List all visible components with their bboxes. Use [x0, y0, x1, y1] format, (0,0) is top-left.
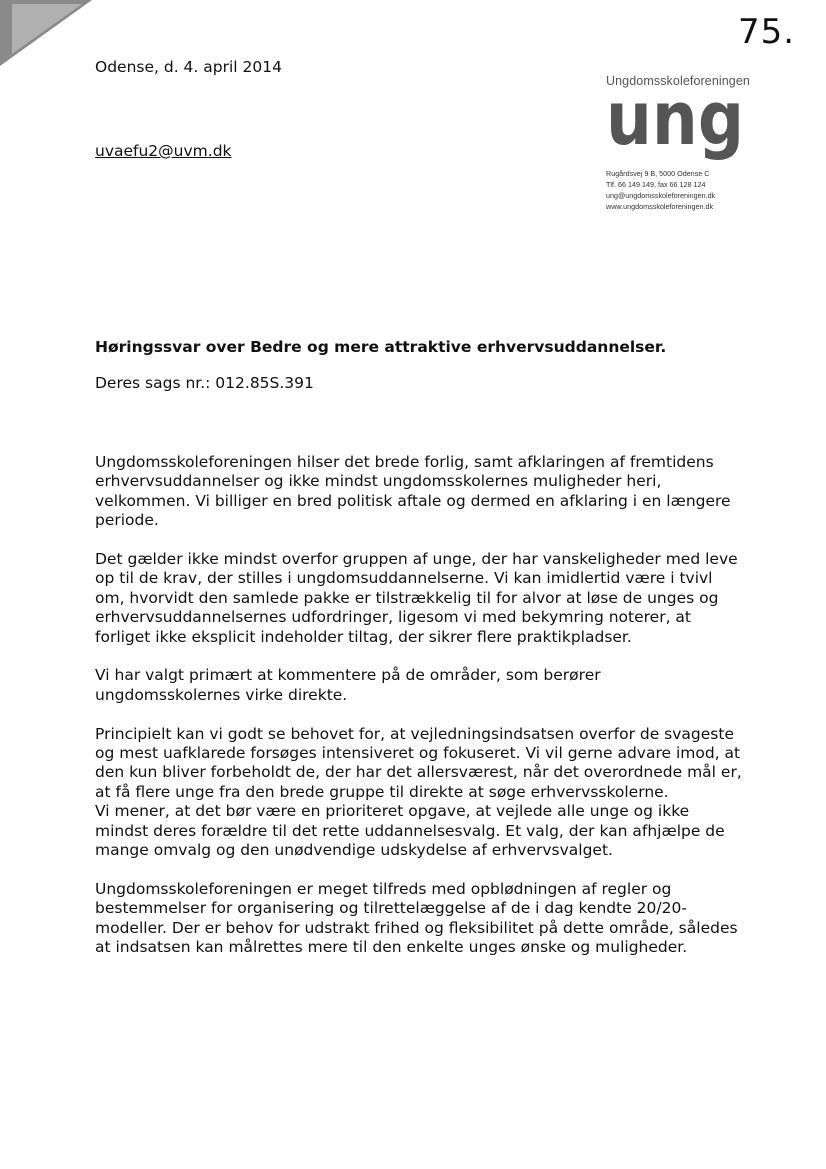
- date-line: Odense, d. 4. april 2014: [95, 58, 282, 76]
- letterhead: [606, 74, 796, 212]
- handwritten-page-number: 75.: [738, 12, 796, 52]
- contact-email[interactable]: ung@ungdomsskoleforeningen.dk: [606, 191, 716, 200]
- org-name: Ungdomsskoleforeningen: [606, 74, 750, 88]
- letter-body: [95, 453, 745, 977]
- contact-web[interactable]: www.ungdomsskoleforeningen.dk: [606, 202, 714, 211]
- paragraph: Ungdomsskoleforeningen er meget tilfreds med opblødningen af regler og bestemmelser for organisering og tilrettelæggelse af de i dag kendte 20/20-modeller. Der er behov for udstrakt frihed og fleksibilitet på dette område, således at indsatsen kan målrettes mere til den enkelte unges ønske og muligheder.: [95, 879, 738, 957]
- paragraph: Principielt kan vi godt se behovet for, at vejledningsindsatsen overfor de svageste og mest uafklarede forsøges intensiveret og fokuseret. Vi vil gerne advare imod, at den kun bliver forbeholdt de, der har det allersværest, når det overordnede mål er, at få flere unge fra den brede gruppe til direkte at søge erhvervsskolerne.: [95, 724, 742, 801]
- recipient-email-link[interactable]: uvaefu2@uvm.dk: [95, 142, 232, 160]
- case-reference: Deres sags nr.: 012.85S.391: [95, 374, 314, 392]
- contact-address: Rugårdsvej 9 B, 5000 Odense C: [606, 169, 710, 178]
- paragraph: Vi har valgt primært at kommentere på de områder, som berører ungdomsskolernes virke direkte.: [95, 666, 601, 704]
- contact-phone: Tlf. 66 149 149, fax 66 128 124: [606, 180, 706, 189]
- page-corner-fold: [0, 0, 92, 66]
- document-title: Høringssvar over Bedre og mere attraktive erhvervsuddannelser.: [95, 338, 667, 356]
- paragraph: Vi mener, at det bør være en prioriteret opgave, at vejlede alle unge og ikke mindst deres forældre til det rette uddannelsesvalg. Et valg, der kan afhjælpe de mange omvalg og den unødvendige udskydelse af erhvervsvalget.: [95, 802, 725, 860]
- logo-text: ung: [606, 90, 744, 162]
- paragraph: Ungdomsskoleforeningen hilser det brede forlig, samt afklaringen af fremtidens erhvervsuddannelser og ikke mindst ungdomsskolernes muligheder heri, velkommen. Vi billiger en bred politisk aftale og dermed en afklaring i en længere periode.: [95, 453, 731, 530]
- ung-logo: [606, 90, 746, 162]
- paragraph: Det gælder ikke mindst overfor gruppen af unge, der har vanskeligheder med leve op til de krav, der stilles i ungdomsuddannelserne. Vi kan imidlertid være i tvivl om, hvorvidt den samlede pakke er tilstrækkelig til for alvor at løse de unges og erhvervsuddannelsernes udfordringer, ligesom vi med bekymring noterer, at forliget ikke eksplicit indeholder tiltag, der sikrer flere praktikpladser.: [95, 550, 738, 646]
- contact-block: [606, 168, 796, 212]
